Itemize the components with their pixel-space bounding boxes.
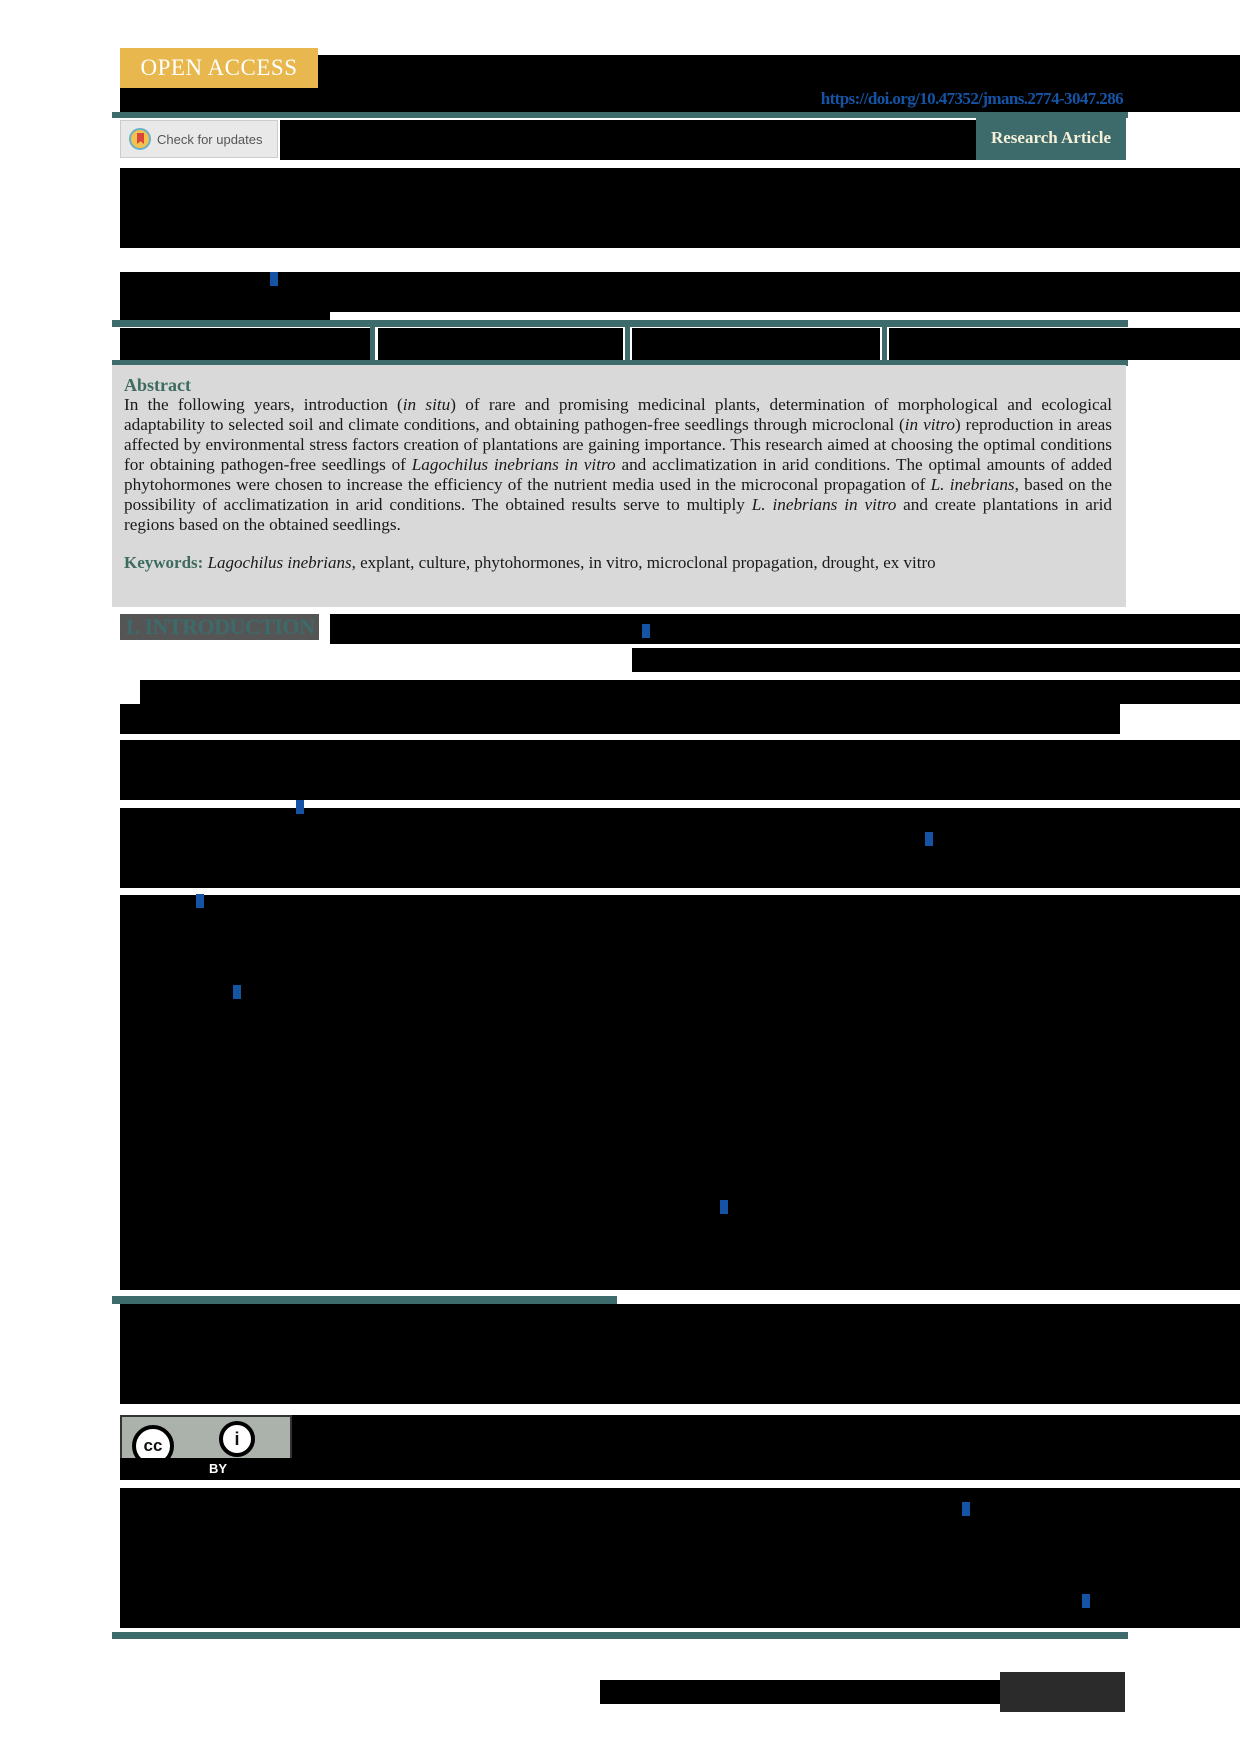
redacted-journal-title bbox=[318, 55, 1240, 88]
info-separator bbox=[370, 327, 375, 360]
check-for-updates-button[interactable] bbox=[120, 120, 278, 158]
redacted-published bbox=[889, 328, 1240, 360]
redacted-license-text bbox=[292, 1415, 1240, 1480]
redacted-body bbox=[120, 1195, 1240, 1290]
info-separator bbox=[882, 327, 887, 360]
redacted-footer-citation bbox=[600, 1680, 1000, 1704]
redacted-body bbox=[140, 680, 1240, 704]
keywords-label: Keywords: bbox=[124, 553, 204, 572]
publisher-logo bbox=[1000, 1672, 1125, 1712]
redacted-received bbox=[120, 328, 370, 360]
attribution-person-icon: i bbox=[219, 1421, 255, 1457]
footer-divider bbox=[112, 1632, 1128, 1639]
open-access-badge: OPEN ACCESS bbox=[120, 48, 318, 88]
email-icon[interactable] bbox=[642, 624, 650, 638]
info-separator bbox=[625, 327, 630, 360]
info-divider-top bbox=[112, 320, 1128, 327]
redacted-body bbox=[330, 614, 1240, 644]
citation-link-icon[interactable] bbox=[720, 1200, 728, 1214]
by-label: BY bbox=[120, 1458, 292, 1480]
redacted-body bbox=[120, 808, 1240, 888]
check-updates-label: Check for updates bbox=[157, 131, 263, 147]
abstract-text: In the following years, introduction (in situ) of rare and promising medicinal plants, determination of morphological and ecological adaptability to selected soil and climate conditions, and obtaining pathogen-free seedlings through microclonal (in vitro) reproduction in areas affected by environmental stress factors creation of plantations are gaining importance. This research aimed at choosing the optimal conditions for obtaining pathogen-free seedlings of Lagochilus inebrians in vitro and acclimatization in arid conditions. The optimal amounts of added phytohormones were chosen to increase the efficiency of the nutrient media used in the microconal propagation of L. inebrians, based on the possibility of acclimatization in arid conditions. The obtained results serve to multiply L. inebrians in vitro and create plantations in arid regions based on the obtained seedlings. bbox=[124, 395, 1113, 534]
redacted-body bbox=[632, 648, 1240, 672]
abstract-section bbox=[112, 365, 1126, 607]
orcid-icon[interactable] bbox=[270, 272, 278, 286]
citation-link-icon[interactable] bbox=[962, 1502, 970, 1516]
redacted-banner bbox=[280, 120, 976, 160]
creative-commons-icon: cc bbox=[132, 1425, 174, 1467]
redacted-body bbox=[120, 1488, 1240, 1628]
keywords: Keywords: Lagochilus inebrians, explant, culture, phytohormones, in vitro, microclonal propagation, drought, ex vitro bbox=[124, 553, 936, 572]
redacted-body bbox=[120, 740, 1240, 800]
bookmark-update-icon bbox=[129, 128, 151, 150]
doi-link[interactable]: https://doi.org/10.47352/jmans.2774-3047.286 bbox=[820, 89, 1123, 108]
redacted-affiliation bbox=[120, 312, 330, 320]
citation-link-icon[interactable] bbox=[925, 832, 933, 846]
redacted-footnote bbox=[120, 1304, 1240, 1404]
citation-link-icon[interactable] bbox=[233, 985, 241, 999]
redacted-body bbox=[120, 1045, 1240, 1195]
redacted-title bbox=[120, 168, 1240, 248]
redacted-authors bbox=[120, 272, 1240, 312]
article-type-badge: Research Article bbox=[976, 115, 1126, 160]
citation-link-icon[interactable] bbox=[1082, 1594, 1090, 1608]
section-heading-introduction: 1. INTRODUCTION bbox=[120, 614, 319, 640]
footnote-divider bbox=[112, 1296, 617, 1304]
redacted-accepted bbox=[632, 328, 880, 360]
abstract-title: Abstract bbox=[124, 375, 191, 395]
redacted-revised bbox=[378, 328, 623, 360]
redacted-body bbox=[120, 704, 1120, 734]
citation-link-icon[interactable] bbox=[296, 800, 304, 814]
citation-link-icon[interactable] bbox=[196, 894, 204, 908]
